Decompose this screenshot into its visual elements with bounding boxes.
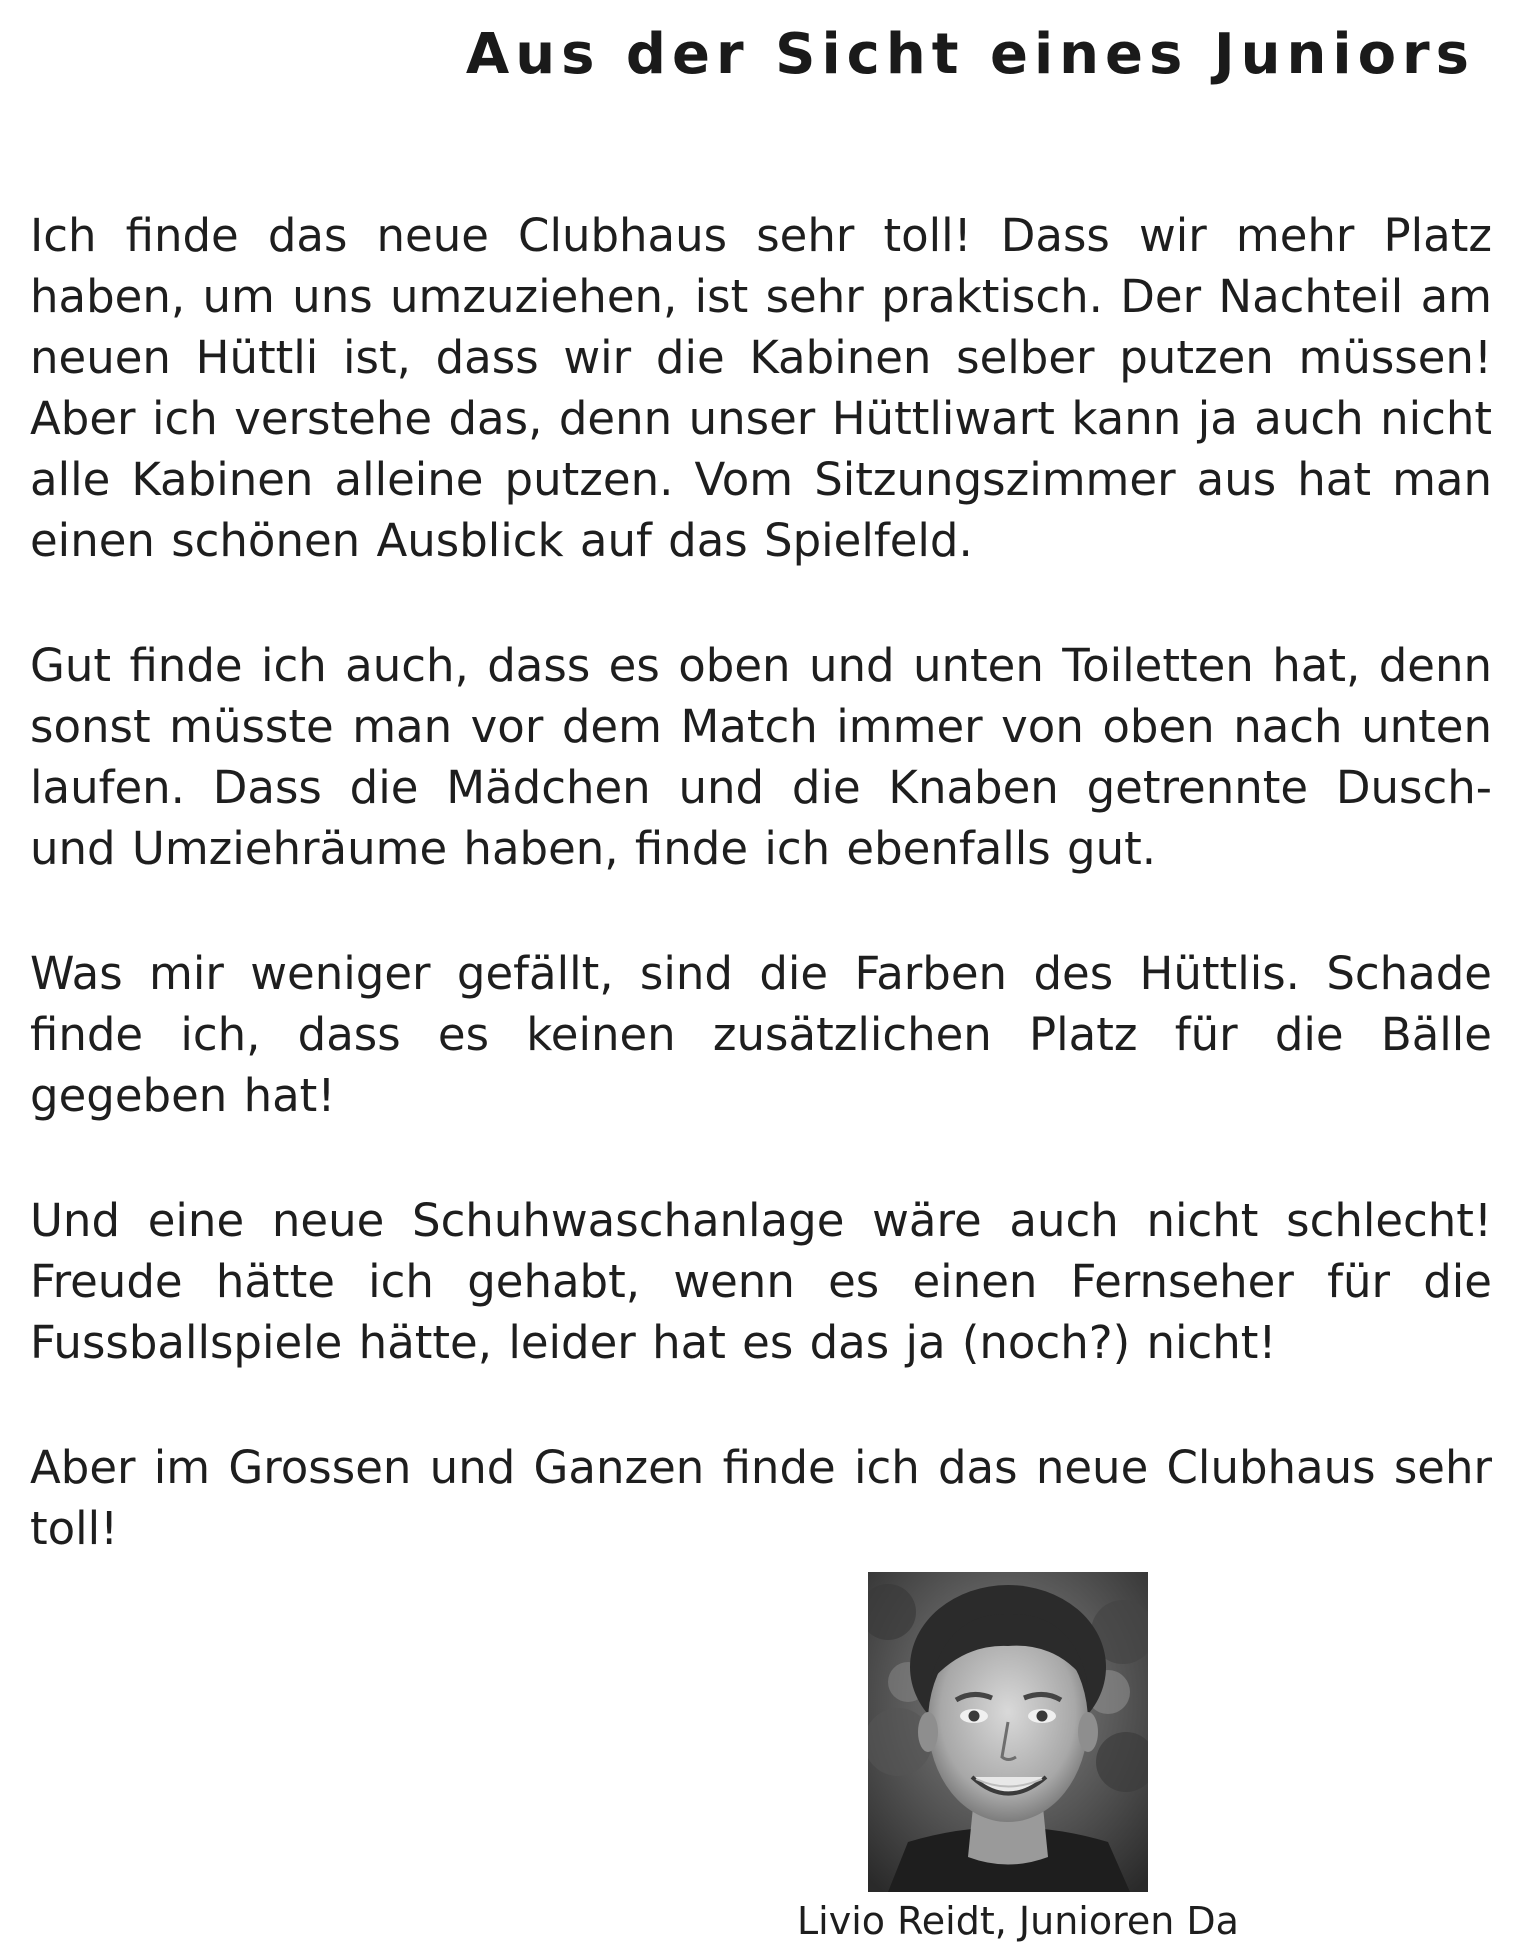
paragraph-5: Aber im Grossen und Ganzen finde ich das neue Clubhaus sehr toll! <box>30 1441 1492 1555</box>
article-title: Aus der Sicht eines Juniors <box>465 22 1475 87</box>
portrait-photo <box>868 1572 1148 1892</box>
paragraph-4: Und eine neue Schuhwaschanlage wäre auch nicht schlecht! Freude hätte ich gehabt, wenn es einen Fernseher für die Fussballspiele hätte, leider hat es das ja (noch?) nicht! <box>30 1194 1492 1369</box>
paragraph-3: Was mir weniger gefällt, sind die Farben des Hüttlis. Schade finde ich, dass es keinen zusätzlichen Platz für die Bälle gegeben hat! <box>30 947 1492 1122</box>
paragraph-1: Ich finde das neue Clubhaus sehr toll! Dass wir mehr Platz haben, um uns umzuziehen, ist sehr praktisch. Der Nachteil am neuen Hüttli ist, dass wir die Kabinen selber putzen müssen! Aber ich verstehe das, denn unser Hüttliwart kann ja auch nicht alle Kabinen alleine putzen. Vom Sitzungszimmer aus hat man einen schönen Ausblick auf das Spielfeld. <box>30 209 1492 567</box>
article-body <box>30 205 1492 1623</box>
photo-caption: Livio Reidt, Junioren Da <box>797 1899 1239 1943</box>
paragraph-2: Gut finde ich auch, dass es oben und unten Toiletten hat, denn sonst müsste man vor dem Match immer von oben nach unten laufen. Dass die Mädchen und die Knaben getrennte Dusch- und Umziehräume haben, finde ich ebenfalls gut. <box>30 639 1492 875</box>
